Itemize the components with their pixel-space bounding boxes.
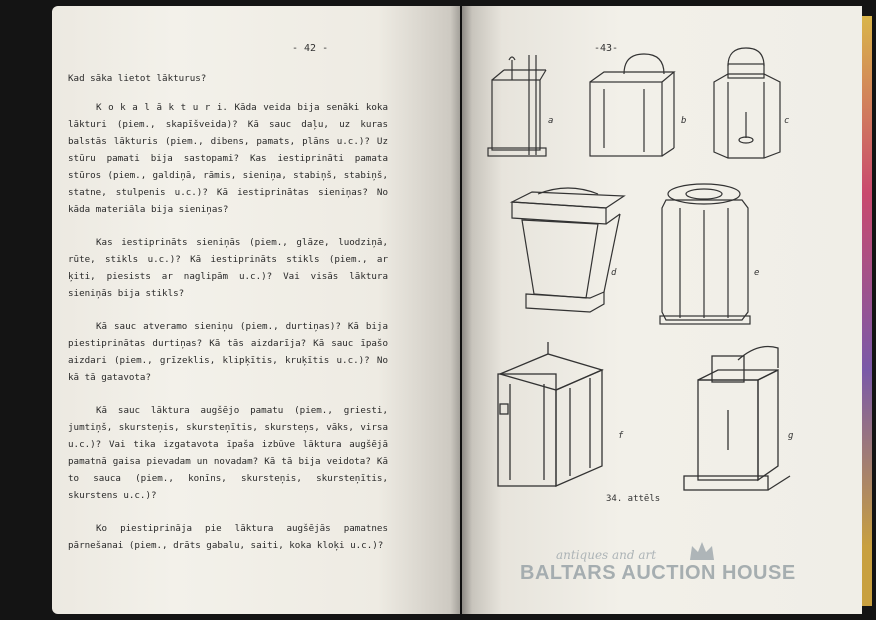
paragraph-2: Kas iestiprināts sieniņās (piem., glāze, luodziņā, rūte, stikls u.c.)? Kā iestiprināts stikls (piem., ar ķiti, piesists ar naglipām u.c.)? Vai visās lāktura sieniņās bija stikls? [68,237,388,299]
question-heading: Kad sāka lietot lākturus? [68,73,207,84]
lantern-a-drawing [484,50,554,165]
figure-label-c: c [784,116,790,126]
paragraph-text: Kāda veida bija senāki koka lākturi (piem., skapīšveida)? Kā sauc daļu, uz kuras balstās lākturis (piem., dibens, pamats, plāns u.c.)? Uz stūru pamati bija sastopami? Kas iestiprināti pamata stūros (piem., galdiņā, rāmis, sieniņa, stabiņš, stabiņš, statne, stulpenis u.c.)? Kā iestiprinātas sieniņas? No kāda materiāla bija sieniņas? [68,102,388,215]
lantern-g-drawing [678,340,796,502]
questionnaire-text [68,70,388,570]
lantern-b-drawing [584,44,680,168]
figure-label-a: a [548,116,554,126]
book-gutter [450,6,472,614]
watermark-tagline: antiques and art [556,548,657,562]
paragraph-lead: K o k a l ā k t u r i. [96,102,228,113]
paragraph-4: Kā sauc lāktura augšējo pamatu (piem., griesti, jumtiņš, skursteņis, skursteņītis, skursteņs, vāks, virsa u.c.)? Vai tika izgatavota īpaša izbūve lāktura augšējā pamatnā gaisa pievadam un novadam? Kā tā bija veidota? Kā to sauca (piem., konīns, skursteņis, skursteņītis, skurstens u.c.)? [68,405,388,501]
figure-label-d: d [611,268,617,278]
lantern-c-drawing [708,42,786,164]
figure-caption: 34. attēls [606,494,661,504]
page-edges [862,16,872,606]
paragraph-1 [68,99,388,218]
left-page-number: - 42 - [292,43,329,54]
lantern-e-drawing [658,178,754,328]
watermark-name: BALTARS AUCTION HOUSE [520,562,796,584]
right-page-number: -43- [594,43,619,54]
figure-label-f: f [618,431,624,441]
figure-label-e: e [754,268,760,278]
lantern-d-drawing [508,180,628,318]
figure-label-b: b [681,116,687,126]
paragraph-5: Ko piestiprināja pie lāktura augšējās pamatnes pārnešanai (piem., drāts gabalu, saiti, koka kloķi u.c.)? [68,523,388,551]
paragraph-3: Kā sauc atveramo sieniņu (piem., durtiņas)? Kā bija piestiprinātas durtiņas? Kā tās aizdarīja? Kā sauc īpašo aizdari (piem., grīzeklis, klipķītis, kruķītis u.c.)? No kā tā gatavota? [68,321,388,383]
lantern-f-drawing [490,340,610,500]
figure-label-g: g [788,431,794,441]
